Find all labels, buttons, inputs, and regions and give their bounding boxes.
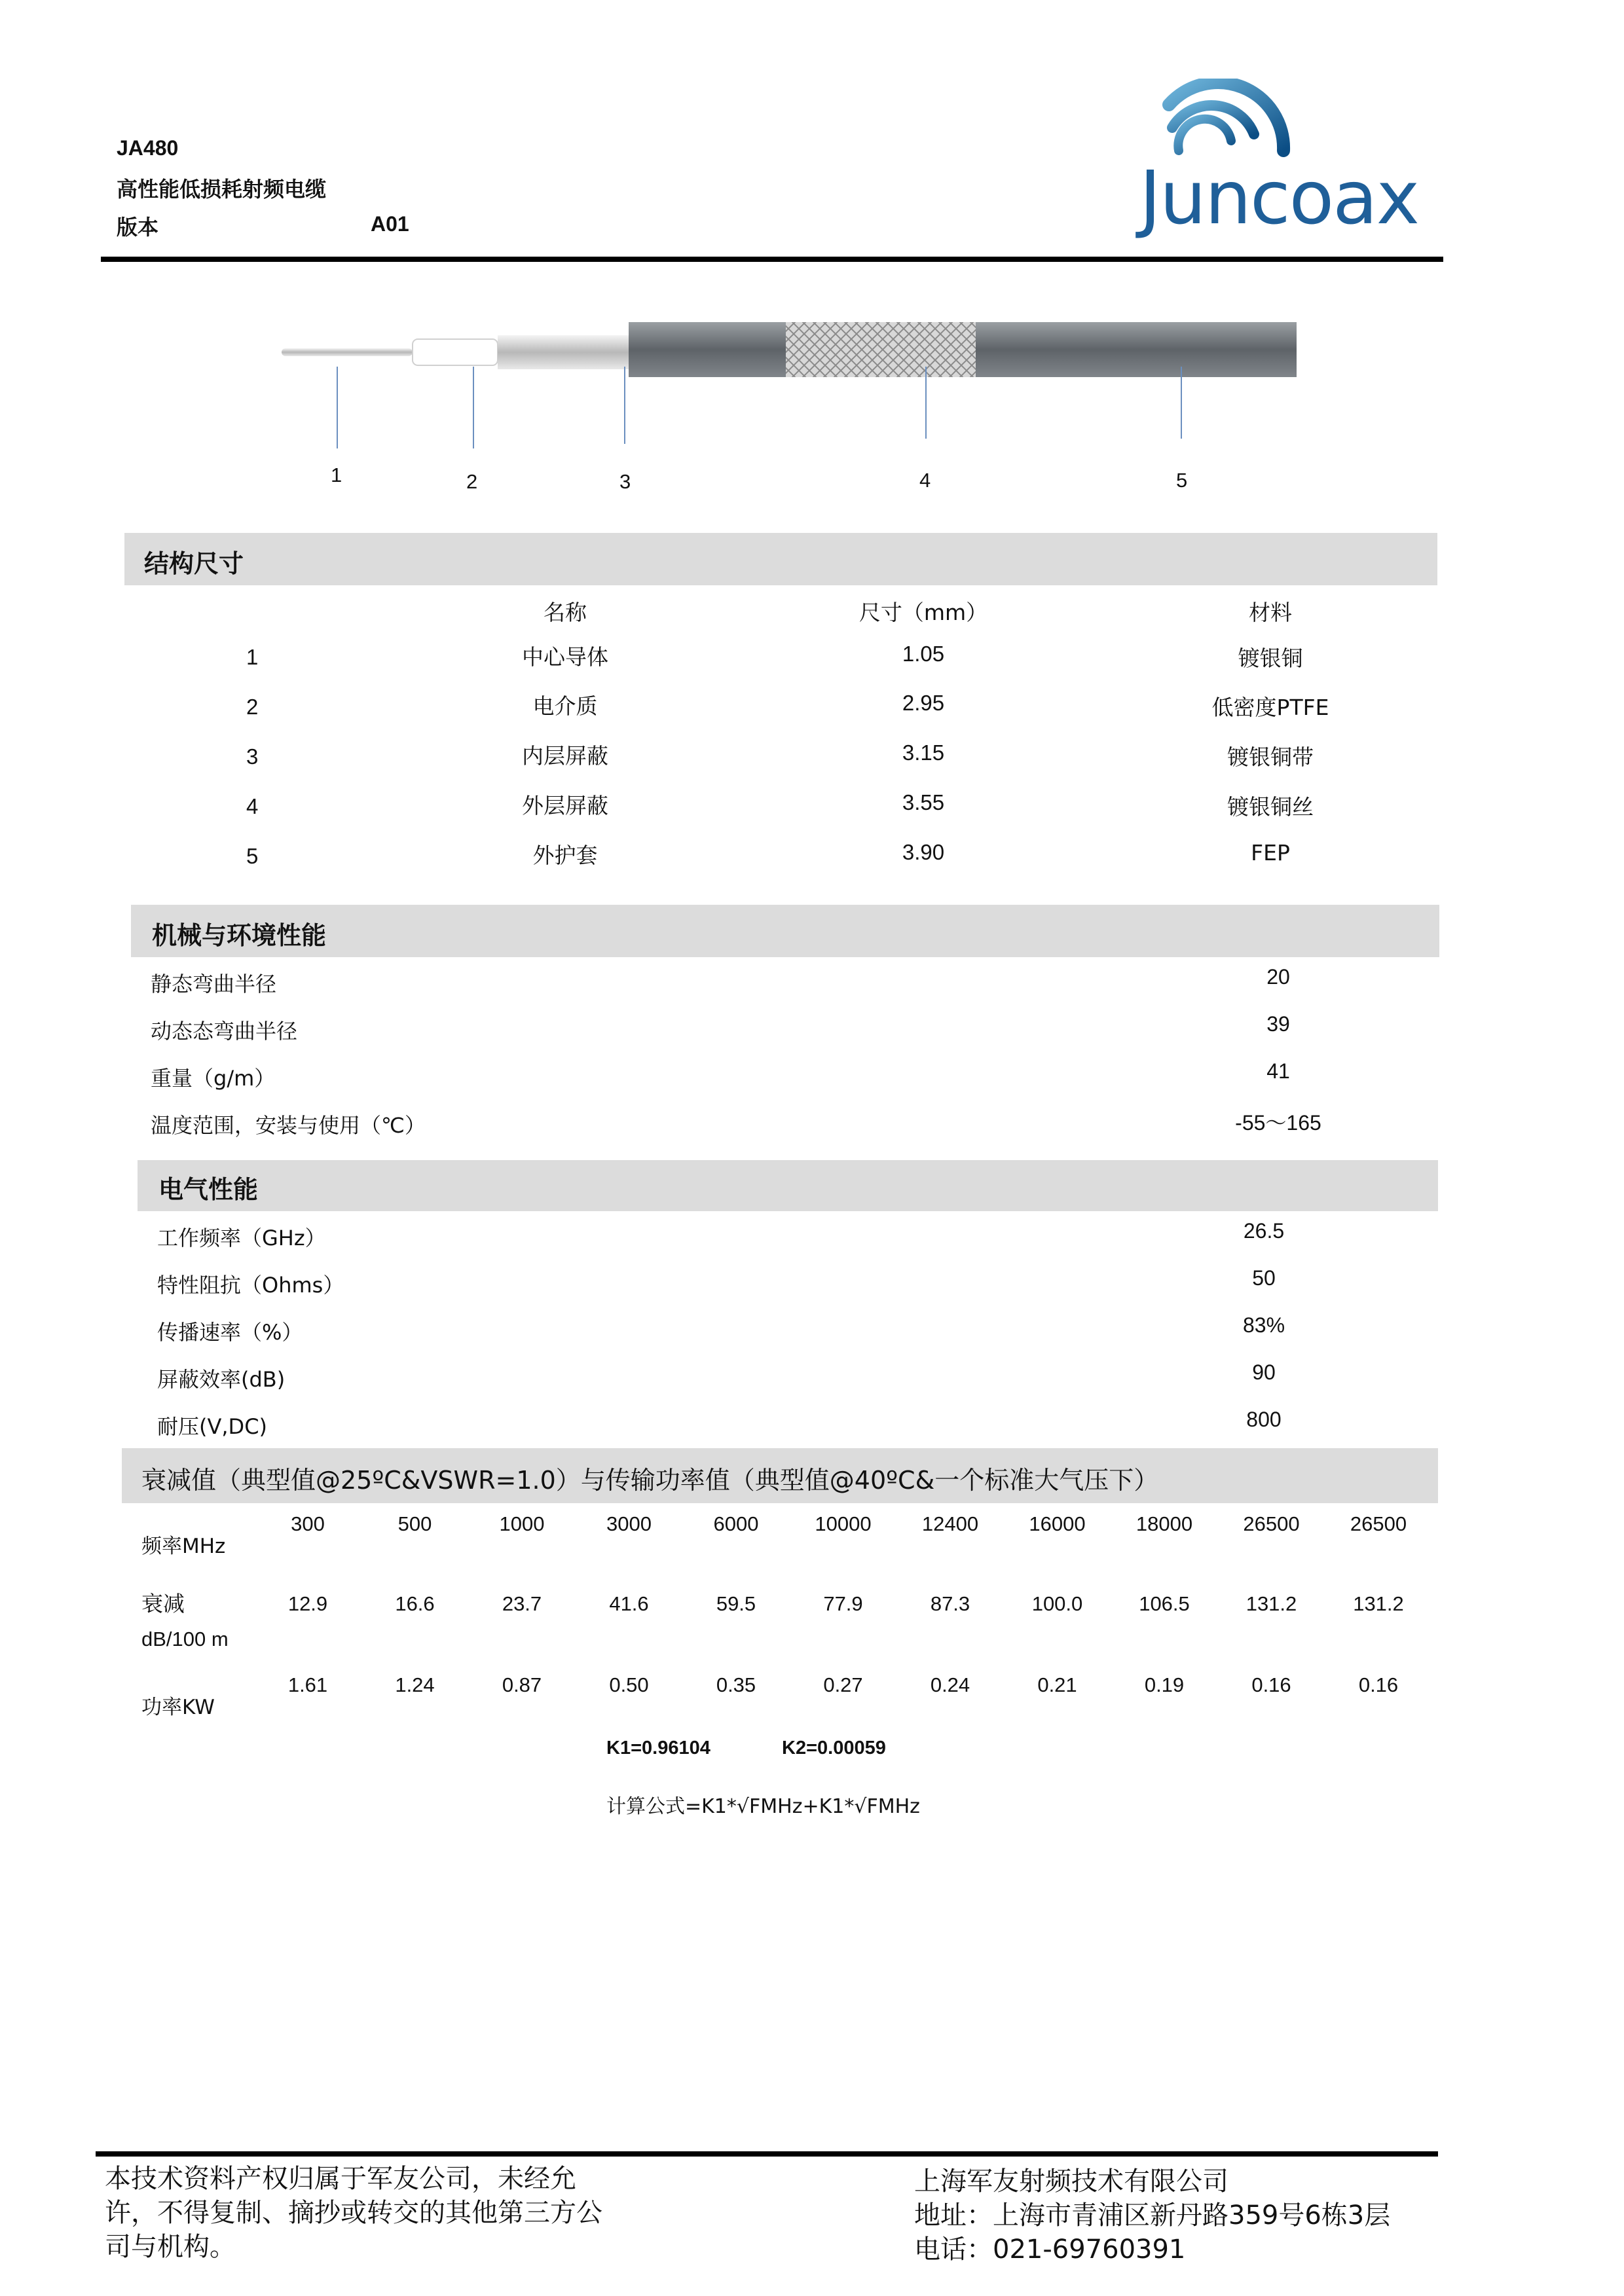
copyright-line-2: 许，不得复制、摘抄或转交的其他第三方公 xyxy=(105,2198,602,2228)
row-size: 1.05 xyxy=(902,642,945,666)
col-name: 名称 xyxy=(544,600,587,625)
power-cell: 0.50 xyxy=(609,1673,649,1696)
row-size: 2.95 xyxy=(902,691,945,715)
callout-1: 1 xyxy=(331,464,342,486)
att-cell: 16.6 xyxy=(395,1592,435,1615)
att-row-label: 衰减 xyxy=(141,1591,185,1616)
att-cell: 12.9 xyxy=(287,1592,328,1615)
callout-3: 3 xyxy=(619,470,631,493)
mech-value-temperature: -55～165 xyxy=(1235,1111,1321,1135)
mech-label-temperature: 温度范围，安装与使用（℃） xyxy=(151,1113,426,1138)
freq-cell: 500 xyxy=(397,1512,432,1535)
mech-label-static-bend: 静态弯曲半径 xyxy=(151,972,277,996)
freq-cell: 3000 xyxy=(606,1512,652,1535)
row-no: 1 xyxy=(246,645,259,669)
row-material: 低密度PTFE xyxy=(1211,695,1329,720)
power-cell: 0.16 xyxy=(1358,1673,1399,1696)
col-size: 尺寸（mm） xyxy=(858,600,988,625)
freq-cell: 1000 xyxy=(499,1512,545,1535)
callout-line-1 xyxy=(337,367,338,448)
elec-label-frequency: 工作频率（GHz） xyxy=(157,1226,326,1250)
elec-label-voltage: 耐压(V,DC) xyxy=(157,1414,268,1439)
freq-cell: 10000 xyxy=(815,1512,872,1535)
elec-value-shielding: 90 xyxy=(1252,1360,1276,1384)
electrical-header-bar xyxy=(138,1160,1438,1211)
att-cell: 131.2 xyxy=(1246,1592,1297,1615)
copyright-line-3: 司与机构。 xyxy=(105,2232,236,2262)
version-label: 版本 xyxy=(117,215,159,240)
row-name: 中心导体 xyxy=(522,644,608,670)
att-cell: 87.3 xyxy=(930,1592,970,1615)
electrical-title: 电气性能 xyxy=(158,1175,259,1204)
logo-wordmark: Juncoax xyxy=(1139,156,1419,241)
row-material: FEP xyxy=(1251,840,1290,866)
mech-value-weight: 41 xyxy=(1266,1059,1290,1083)
power-cell: 0.21 xyxy=(1037,1673,1077,1696)
footer-divider xyxy=(96,2151,1438,2157)
callout-line-2 xyxy=(473,367,474,448)
version-value: A01 xyxy=(371,212,409,236)
freq-cell: 16000 xyxy=(1029,1512,1086,1535)
mech-label-dynamic-bend: 动态态弯曲半径 xyxy=(151,1019,298,1044)
callout-line-5 xyxy=(1181,367,1182,439)
row-size: 3.55 xyxy=(902,790,945,814)
power-cell: 0.16 xyxy=(1251,1673,1291,1696)
elec-label-shielding: 屏蔽效率(dB) xyxy=(157,1367,286,1392)
elec-value-frequency: 26.5 xyxy=(1243,1219,1285,1243)
freq-cell: 6000 xyxy=(713,1512,759,1535)
structure-title: 结构尺寸 xyxy=(144,549,244,578)
juncoax-logo xyxy=(1133,79,1441,249)
freq-row-label: 频率MHz xyxy=(141,1535,226,1558)
row-no: 3 xyxy=(246,744,259,769)
power-cell: 0.24 xyxy=(930,1673,970,1696)
callout-5: 5 xyxy=(1176,469,1188,492)
row-name: 外护套 xyxy=(532,843,598,868)
callout-4: 4 xyxy=(919,469,931,492)
row-name: 内层屏蔽 xyxy=(522,743,608,769)
freq-cell: 26500 xyxy=(1243,1512,1300,1535)
freq-cell: 18000 xyxy=(1135,1512,1193,1535)
col-material: 材料 xyxy=(1249,600,1292,625)
row-no: 4 xyxy=(246,794,259,818)
power-row-label: 功率KW xyxy=(141,1696,215,1719)
k2-constant: K2=0.00059 xyxy=(782,1738,886,1758)
att-cell: 100.0 xyxy=(1031,1592,1083,1615)
company-address: 地址：上海市青浦区新丹路359号6栋3层 xyxy=(914,2200,1391,2231)
att-cell: 106.5 xyxy=(1139,1592,1190,1615)
footer-company-info xyxy=(914,2164,1390,2267)
elec-value-voltage: 800 xyxy=(1246,1408,1282,1431)
mech-value-dynamic-bend: 39 xyxy=(1266,1012,1290,1036)
attenuation-title: 衰减值（典型值@25ºC&VSWR=1.0）与传输功率值（典型值@40ºC&一个标准大气压下） xyxy=(141,1466,1159,1495)
power-cell: 0.27 xyxy=(823,1673,863,1696)
structure-header-bar xyxy=(124,533,1437,585)
elec-label-velocity: 传播速率（%） xyxy=(157,1320,303,1345)
header-divider xyxy=(101,257,1443,262)
row-no: 2 xyxy=(246,695,259,719)
att-cell: 131.2 xyxy=(1353,1592,1404,1615)
mechanical-header-bar xyxy=(131,905,1439,957)
mech-label-weight: 重量（g/m） xyxy=(151,1066,276,1091)
att-cell: 41.6 xyxy=(609,1592,649,1615)
product-name: 高性能低损耗射频电缆 xyxy=(117,177,327,202)
row-name: 外层屏蔽 xyxy=(522,793,608,818)
att-cell: 23.7 xyxy=(502,1592,542,1615)
row-material: 镀银铜丝 xyxy=(1227,794,1314,820)
freq-cell: 12400 xyxy=(921,1512,979,1535)
power-cell: 1.61 xyxy=(287,1673,328,1696)
elec-value-velocity: 83% xyxy=(1242,1313,1285,1337)
freq-cell: 26500 xyxy=(1350,1512,1407,1535)
row-size: 3.90 xyxy=(902,840,945,864)
callout-line-4 xyxy=(925,367,927,439)
power-cell: 0.35 xyxy=(716,1673,756,1696)
copyright-line-1: 本技术资料产权归属于军友公司，未经允 xyxy=(105,2164,576,2194)
att-row-unit: dB/100 m xyxy=(141,1628,229,1650)
elec-value-impedance: 50 xyxy=(1252,1266,1276,1290)
company-name: 上海军友射频技术有限公司 xyxy=(914,2166,1228,2196)
power-cell: 0.87 xyxy=(502,1673,542,1696)
power-cell: 1.24 xyxy=(395,1673,435,1696)
row-material: 镀银铜带 xyxy=(1227,744,1314,770)
freq-cell: 300 xyxy=(291,1512,325,1535)
mechanical-title: 机械与环境性能 xyxy=(152,921,327,950)
row-name: 电介质 xyxy=(532,693,598,719)
footer-copyright xyxy=(105,2162,602,2264)
power-cell: 0.19 xyxy=(1144,1673,1185,1696)
callout-2: 2 xyxy=(466,470,478,493)
cable-illustration xyxy=(275,308,1297,386)
attenuation-formula: 计算公式=K1*√FMHz+K1*√FMHz xyxy=(606,1795,920,1818)
mech-value-static-bend: 20 xyxy=(1266,965,1290,989)
att-cell: 77.9 xyxy=(823,1592,863,1615)
callout-line-3 xyxy=(624,367,625,444)
att-cell: 59.5 xyxy=(716,1592,756,1615)
k1-constant: K1=0.96104 xyxy=(606,1738,710,1758)
row-size: 3.15 xyxy=(902,740,945,765)
row-material: 镀银铜 xyxy=(1238,646,1303,671)
model-number: JA480 xyxy=(117,136,179,160)
elec-label-impedance: 特性阻抗（Ohms） xyxy=(157,1273,344,1298)
cable-cross-section-icon xyxy=(275,308,1297,386)
company-phone: 电话：021-69760391 xyxy=(914,2234,1186,2265)
row-no: 5 xyxy=(246,844,259,868)
